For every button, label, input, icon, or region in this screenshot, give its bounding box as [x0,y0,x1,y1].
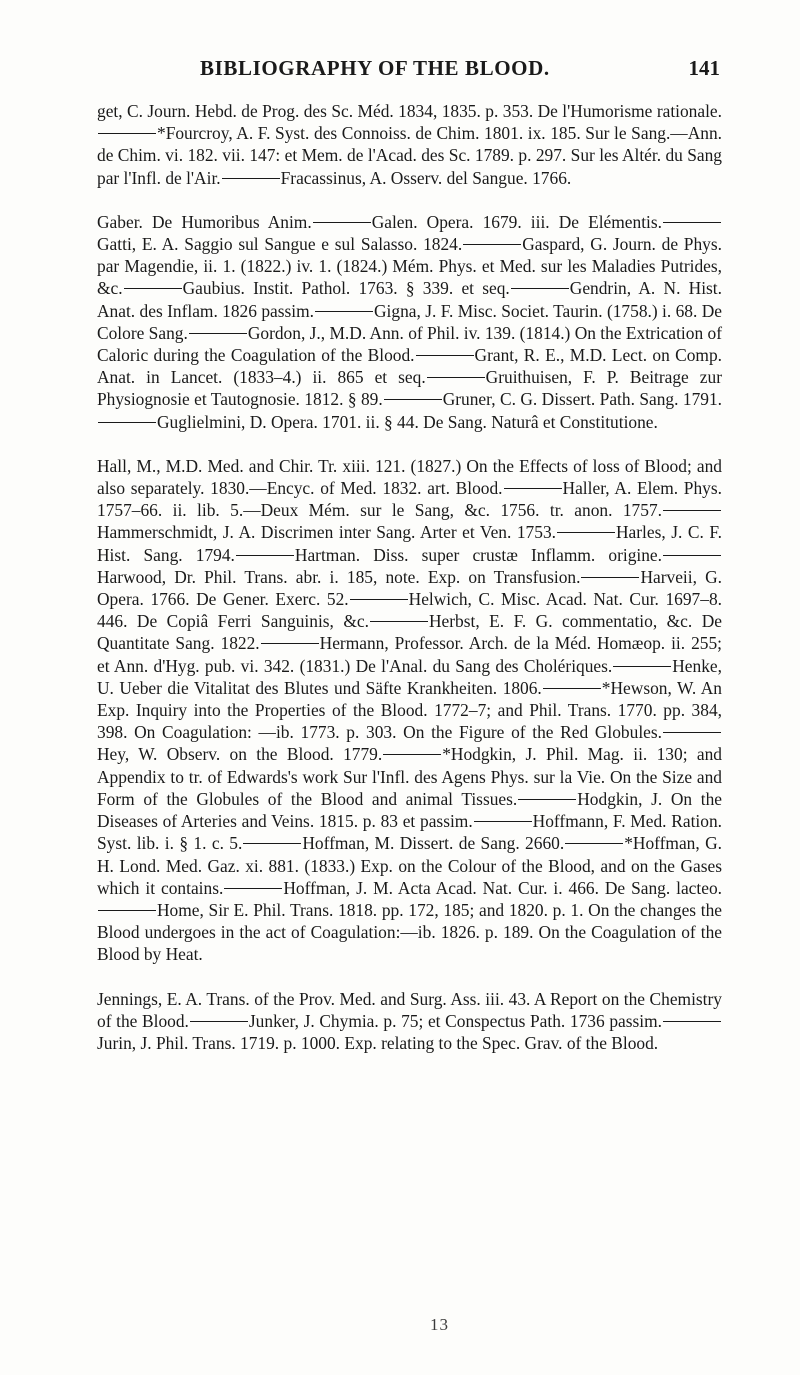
em-dash-rule [315,311,373,312]
em-dash-rule [613,666,671,667]
entry-text: Hoffmann, F. Med. Ration. Syst. lib. i. § 1. c. 5. [97,811,722,854]
entry-text: Harveii, G. Opera. 1766. De Gener. Exerc. 52. [97,566,723,610]
em-dash-rule [370,621,428,622]
em-dash-rule [511,288,569,289]
entry-j [97,988,722,1055]
entry-text: Hall, M., M.D. Med. and Chir. Tr. xiii. 121. (1827.) On the Effects of loss of Blood; and also separately. 1830.—Encyc. of Med. 1832. art. Blood. [97,455,722,499]
entry-text: *Hodgkin, J. Phil. Mag. ii. 130; and Appendix to tr. of Edwards's work Sur l'Infl. des Agens Phys. sur la Vie. On the Size and Form of the Globules of the Blood and animal Tissues. [97,744,722,809]
entry-text: Hey, W. Observ. on the Blood. 1779. [97,744,383,765]
entry-text: Hammerschmidt, J. A. Discrimen inter Sang. Arter et Ven. 1753. [97,522,556,543]
printer-signature-mark: 13 [430,1315,449,1334]
entry-text: Gaspard, G. Journ. de Phys. par Magendie, ii. 1. (1822.) iv. 1. (1824.) Mém. Phys. et Med. sur les Maladies Putrides, &c. [97,234,722,299]
em-dash-rule [663,510,721,511]
entry-text: Jennings, E. A. Trans. of the Prov. Med. and Surg. Ass. iii. 43. A Report on the Chemistry of the Blood. [97,988,722,1031]
em-dash-rule [243,843,301,844]
entry-text: *Hoffman, G. H. Lond. Med. Gaz. xi. 881. (1833.) Exp. on the Colour of the Blood, and on the Gases which it contains. [97,833,723,898]
entry-g-continued [97,100,722,189]
em-dash-rule [222,178,280,179]
em-dash-rule [663,222,721,223]
em-dash-rule [190,1021,248,1022]
em-dash-rule [350,599,408,600]
em-dash-rule [663,732,721,733]
em-dash-rule [474,821,532,822]
entry-text: Gigna, J. F. Misc. Societ. Taurin. (1758.) i. 68. De Colore Sang. [97,300,722,343]
em-dash-rule [427,377,485,378]
em-dash-rule [384,399,442,400]
entry-text: *Fourcroy, A. F. Syst. des Connoiss. de Chim. 1801. ix. 185. Sur le Sang.—Ann. de Chim. vi. 182. vii. 147: et Mem. de l'Acad. des Sc. 1789. p. 297. Sur les Altér. du Sang par l'Infl. de l'Air. [97,123,722,188]
em-dash-rule [261,643,319,644]
em-dash-rule [416,355,474,356]
page-number: 141 [688,56,720,80]
entry-text: Harles, J. C. F. Hist. Sang. 1794. [97,522,722,565]
entry-text: Hodgkin, J. On the Diseases of Arteries and Veins. 1815. p. 83 et passim. [97,788,722,832]
em-dash-rule [313,222,371,223]
em-dash-rule [543,688,601,689]
em-dash-rule [98,422,156,423]
em-dash-rule [663,555,721,556]
em-dash-rule [124,288,182,289]
em-dash-rule [98,133,156,134]
em-dash-rule [463,244,521,245]
entry-text: Gordon, J., M.D. Ann. of Phil. iv. 139. (1814.) On the Extrication of Caloric during the Coagulation of the Blood. [97,322,722,366]
entry-text: Guglielmini, D. Opera. 1701. ii. § 44. De Sang. Naturâ et Constitutione. [157,411,658,432]
em-dash-rule [581,577,639,578]
entry-text: Hoffman, M. Dissert. de Sang. 2660. [302,833,565,854]
entry-text: Gruner, C. G. Dissert. Path. Sang. 1791. [442,389,722,410]
entry-text: Haller, A. Elem. Phys. 1757–66. ii. lib. 5.—Deux Mém. sur le Sang, &c. 1756. tr. anon. 1757. [97,478,722,521]
entry-text: Hartman. Diss. super crustæ Inflamm. origine. [294,544,662,565]
entry-text: Junker, J. Chymia. p. 75; et Conspectus Path. 1736 passim. [248,1010,662,1031]
em-dash-rule [224,888,282,889]
running-head [200,56,720,90]
em-dash-rule [383,754,441,755]
entry-text: Jurin, J. Phil. Trans. 1719. p. 1000. Exp. relating to the Spec. Grav. of the Blood. [97,1032,659,1053]
em-dash-rule [189,333,247,334]
entry-text: Henke, U. Ueber die Vitalitat des Blutes und Säfte Krankheiten. 1806. [97,655,722,698]
entry-text: get, C. Journ. Hebd. de Prog. des Sc. Méd. 1834, 1835. p. 353. De l'Humorisme rationale. [97,101,722,121]
em-dash-rule [504,488,562,489]
entry-text: Gatti, E. A. Saggio sul Sangue e sul Salasso. 1824. [97,234,463,255]
entry-text: Home, Sir E. Phil. Trans. 1818. pp. 172, 185; and 1820. p. 1. On the changes the Blood undergoes in the act of Coagulation:—ib. 1826. p. 189. On the Coagulation of the Blood by Heat. [97,899,722,965]
entry-text: Gendrin, A. N. Hist. Anat. des Inflam. 1826 passim. [97,278,722,321]
entry-text: Fracassinus, A. Osserv. del Sangue. 1766. [280,167,572,188]
entry-text: Gaubius. Instit. Pathol. 1763. § 339. et seq. [182,278,510,299]
entry-text: Harwood, Dr. Phil. Trans. abr. i. 185, note. Exp. on Transfusion. [97,566,581,587]
entry-text: Gaber. De Humoribus Anim. [97,211,312,232]
em-dash-rule [236,555,294,556]
entry-text: Herbst, E. F. G. commentatio, &c. De Quantitate Sang. 1822. [97,611,722,654]
bibliography-text [97,100,722,1054]
entry-text: Helwich, C. Misc. Acad. Nat. Cur. 1697–8. 446. De Copiâ Ferri Sanguinis, &c. [97,589,722,632]
entry-g [97,211,722,433]
em-dash-rule [663,1021,721,1022]
running-title: BIBLIOGRAPHY OF THE BLOOD. [200,56,550,80]
entry-text: Hermann, Professor. Arch. de la Méd. Homæop. ii. 255; et Ann. d'Hyg. pub. vi. 342. (1831.) De l'Anal. du Sang des Cholériques. [97,633,722,676]
entry-h [97,455,722,966]
entry-text: Gruithuisen, F. P. Beitrage zur Physiognosie et Tautognosie. 1812. § 89. [97,367,722,410]
em-dash-rule [565,843,623,844]
em-dash-rule [557,532,615,533]
em-dash-rule [518,799,576,800]
em-dash-rule [98,910,156,911]
entry-text: Grant, R. E., M.D. Lect. on Comp. Anat. in Lancet. (1833–4.) ii. 865 et seq. [97,345,722,388]
entry-text: *Hewson, W. An Exp. Inquiry into the Properties of the Blood. 1772–7; and Phil. Trans. 1770. pp. 384, 398. On Coagulation: —ib. 1773. p. 303. On the Figure of the Red Globules. [97,677,722,743]
entry-text: Hoffman, J. M. Acta Acad. Nat. Cur. i. 466. De Sang. lacteo. [283,877,722,898]
entry-text: Galen. Opera. 1679. iii. De Elémentis. [371,211,662,232]
